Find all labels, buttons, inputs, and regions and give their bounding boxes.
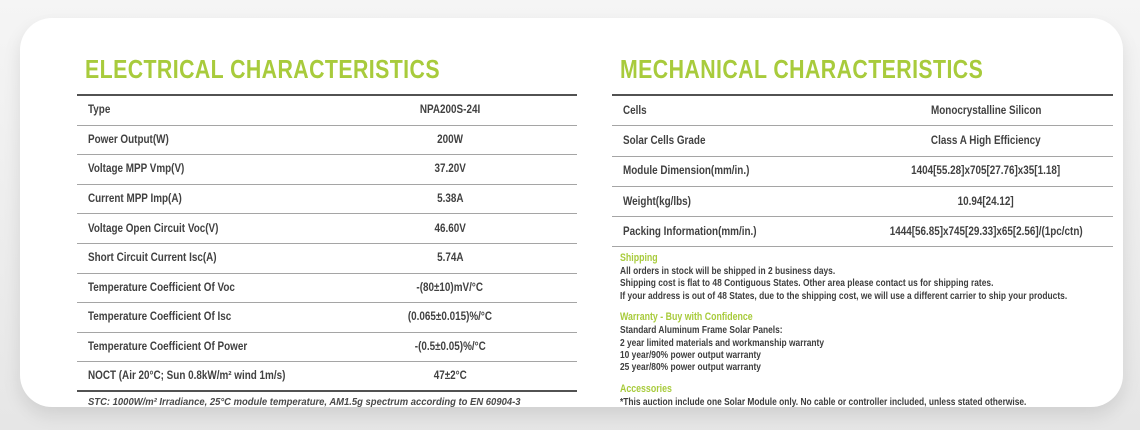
spec-label: Temperature Coefficient Of Isc (88, 311, 232, 324)
table-row (612, 126, 1113, 156)
table-row (77, 303, 577, 333)
spec-value: -(80±10)mV/°C (416, 281, 484, 294)
section-lines (620, 265, 1125, 302)
mechanical-characteristics-title: MECHANICAL CHARACTERISTICS (620, 54, 984, 84)
spec-value: 37.20V (434, 163, 466, 176)
spec-value: Class A High Efficiency (930, 134, 1041, 147)
info-section (620, 252, 1125, 302)
info-line: 25 year/80% power output warranty (620, 361, 761, 374)
spec-value: Monocrystalline Silicon (930, 104, 1041, 117)
spec-label: Solar Cells Grade (623, 134, 706, 147)
spec-label: Packing Information(mm/in.) (623, 225, 757, 238)
info-sections (620, 252, 1125, 417)
table-row (612, 187, 1113, 217)
table-row (612, 96, 1113, 126)
spec-value: 5.38A (436, 193, 464, 206)
spec-value: (0.065±0.015)%/°C (407, 311, 493, 324)
table-row (77, 214, 577, 244)
mechanical-characteristics-table (612, 94, 1113, 247)
spec-label: Module Dimension(mm/in.) (623, 165, 750, 178)
spec-label: Voltage MPP Vmp(V) (88, 163, 185, 176)
spec-value: 46.60V (434, 222, 466, 235)
table-row (77, 274, 577, 304)
spec-label: Short Circuit Current Isc(A) (88, 252, 217, 265)
table-row (77, 185, 577, 215)
stc-footnote: STC: 1000W/m² Irradiance, 25°C module temperature, AM1.5g spectrum according to EN 60904-3 (88, 396, 521, 408)
table-row (77, 96, 577, 126)
table-row (77, 155, 577, 185)
section-heading: Accessories (620, 382, 672, 395)
info-section (620, 311, 1125, 374)
spec-label: Voltage Open Circuit Voc(V) (88, 222, 219, 235)
spec-value: NPA200S-24I (419, 104, 481, 117)
spec-label: Current MPP Imp(A) (88, 193, 182, 206)
section-heading: Warranty - Buy with Confidence (620, 311, 753, 324)
info-line: 2 year limited materials and workmanship warranty (620, 336, 825, 349)
table-row (77, 333, 577, 363)
table-row (77, 126, 577, 156)
spec-label: Type (88, 104, 111, 117)
spec-value: 1404[55.28]x705[27.76]x35[1.18] (911, 165, 1061, 178)
table-row (612, 157, 1113, 187)
spec-value: -(0.5±0.05)%/°C (414, 341, 486, 354)
info-line: Standard Aluminum Frame Solar Panels: (620, 324, 783, 337)
spec-label: Power Output(W) (88, 133, 169, 146)
info-section (620, 383, 1125, 408)
info-line: All orders in stock will be shipped in 2 business days. (620, 265, 836, 277)
spec-label: NOCT (Air 20°C; Sun 0.8kW/m² wind 1m/s) (88, 370, 286, 383)
info-line: *This auction include one Solar Module only. No cable or controller included, unless stated otherwise. (620, 395, 1027, 408)
spec-label: Temperature Coefficient Of Voc (88, 281, 235, 294)
spec-value: 47±2°C (433, 370, 467, 383)
table-row (77, 362, 577, 392)
spec-value: 5.74A (436, 252, 464, 265)
electrical-characteristics-table (77, 94, 577, 392)
table-row (77, 244, 577, 274)
spec-value: 200W (437, 133, 463, 146)
section-lines (620, 324, 1125, 374)
section-heading: Shipping (620, 252, 658, 264)
spec-label: Cells (623, 104, 647, 117)
spec-value: 1444[56.85]x745[29.33]x65[2.56]/(1pc/ctn) (889, 225, 1083, 238)
spec-label: Weight(kg/lbs) (623, 195, 691, 208)
spec-sheet-card (20, 18, 1123, 407)
spec-value: 10.94[24.12] (957, 195, 1014, 208)
spec-label: Temperature Coefficient Of Power (88, 341, 248, 354)
electrical-characteristics-title: ELECTRICAL CHARACTERISTICS (85, 54, 440, 84)
info-line: 10 year/90% power output warranty (620, 349, 761, 362)
section-lines (620, 396, 1125, 408)
info-line: Shipping cost is flat to 48 Contiguous States. Other area please contact us for shipping rates. (620, 277, 994, 290)
info-line: If your address is out of 48 States, due to the shipping cost, we will use a different carrier to ship your products. (620, 289, 1068, 302)
table-row (612, 217, 1113, 247)
